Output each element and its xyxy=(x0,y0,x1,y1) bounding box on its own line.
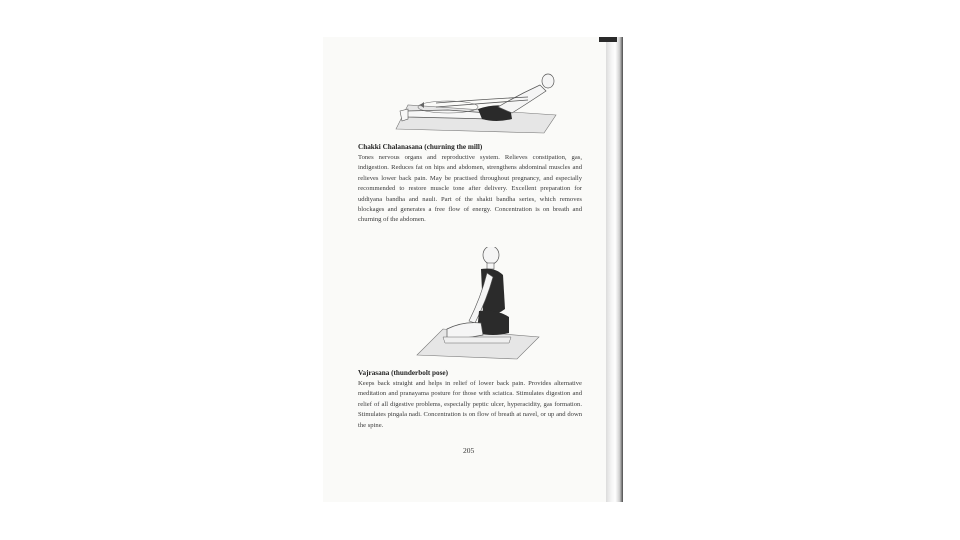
scanned-book-page xyxy=(323,37,623,502)
page-number: 205 xyxy=(463,446,475,455)
book-spine-edge xyxy=(606,37,623,502)
section-body: Keeps back straight and helps in relief of lower back pain. Provides alternative meditation and pranayama posture for those with sciatica. Stimulates digestion and relief of all digestive problems, especially peptic ulcer, hyperacidity, gas formation. Stimulates pingala nadi. Concentration is on flow of breath at navel, or up and down the spine. xyxy=(358,380,582,429)
section-title: Vajrasana (thunderbolt pose) xyxy=(358,369,448,377)
book-spine-shadow xyxy=(599,37,617,42)
book-page xyxy=(323,37,608,502)
illustration-churning-the-mill xyxy=(378,67,558,137)
section-title: Chakki Chalanasana (churning the mill) xyxy=(358,143,483,151)
section-body: Tones nervous organs and reproductive system. Relieves constipation, gas, indigestion. Reduces fat on hips and abdomen, strengthens abdominal muscles and relieves lower back pain. May be practised throughout pregnancy, and especially recommended to restore muscle tone after delivery. Excellent preparation for uddiyana bandha and nauli. Part of the shakti bandha series, which removes blockages and generates a free flow of energy. Concentration is on breath and churning of the abdomen. xyxy=(358,154,582,224)
illustration-vajrasana xyxy=(413,247,543,362)
